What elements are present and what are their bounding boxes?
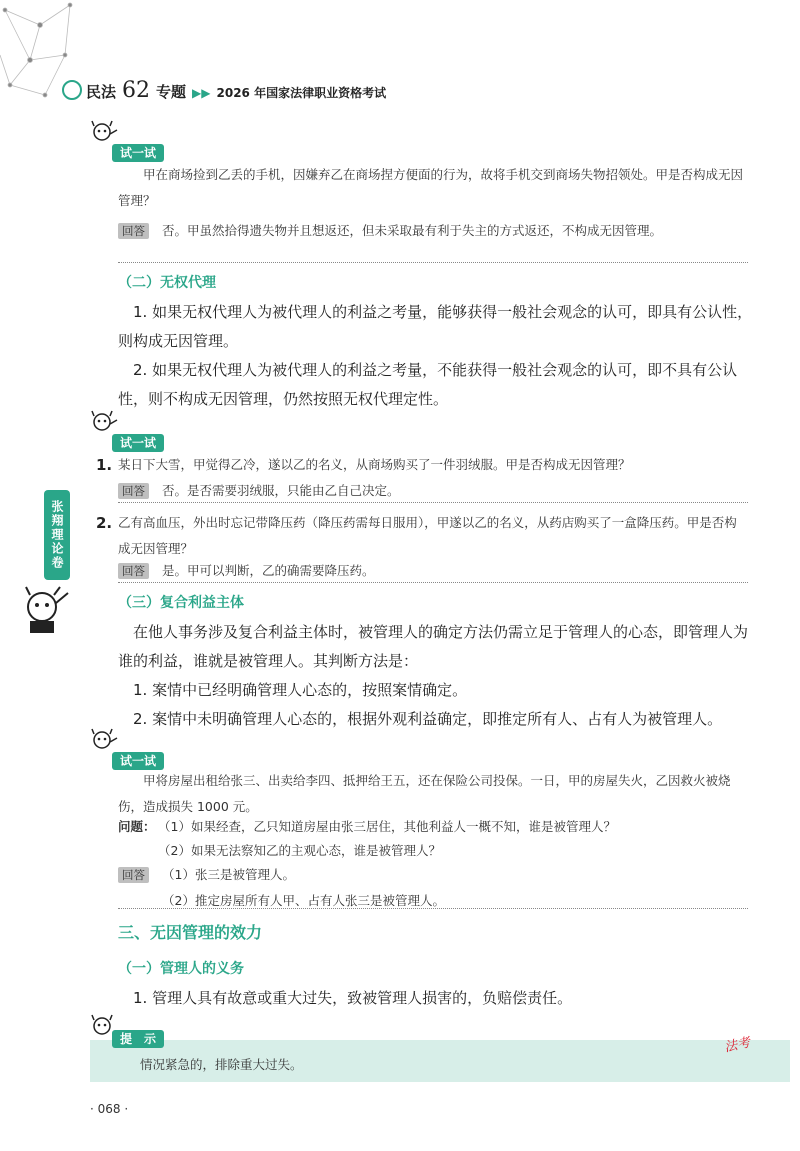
- sub2-item-1: 1. 如果无权代理人为被代理人的利益之考量，能够获得一般社会观念的认可，即具有公认性，则构成无因管理。: [118, 303, 753, 350]
- side-mascot-icon: [18, 585, 70, 637]
- answer-tag: 回答: [118, 563, 149, 579]
- try2-answer-1: 否。是否需要羽绒服，只能由乙自己决定。: [162, 483, 400, 498]
- question-label: 问题：: [118, 819, 156, 834]
- tip-tag: 提 示: [112, 1030, 164, 1048]
- duty-item-1: 1. 管理人具有故意或重大过失，致被管理人损害的，负赔偿责任。: [133, 989, 573, 1007]
- try3-question-1: （1）如果经查，乙只知道房屋由张三居住，其他利益人一概不知，谁是被管理人？: [158, 819, 616, 834]
- try1-answer: 否。甲虽然拾得遗失物并且想返还，但未采取最有利于失主的方式返还，不构成无因管理。: [162, 223, 663, 238]
- subheading-manager-duty: （一）管理人的义务: [118, 961, 244, 977]
- sub3-item-1: 1. 案情中已经明确管理人心态的，按照案情确定。: [133, 681, 468, 699]
- q-number: 2.: [96, 514, 113, 532]
- answer-tag: 回答: [118, 223, 149, 239]
- header-number: 62: [122, 78, 151, 103]
- q-number: 1.: [96, 456, 113, 474]
- header-exam: 2026 年国家法律职业资格考试: [216, 86, 387, 100]
- try3-answer-1: （1）张三是被管理人。: [162, 867, 295, 882]
- book-logo-icon: [62, 80, 82, 100]
- header-book: 民法: [86, 83, 117, 101]
- header-topic: 专题: [156, 83, 187, 101]
- sub2-item-2: 2. 如果无权代理人为被代理人的利益之考量，不能获得一般社会观念的认可，即不具有公认性，则不构成无因管理，仍然按照无权代理定性。: [118, 361, 738, 408]
- try-it-tag: 试一试: [112, 434, 164, 452]
- try2-question-1: 某日下大雪，甲觉得乙冷，遂以乙的名义，从商场购买了一件羽绒服。甲是否构成无因管理？: [118, 457, 631, 472]
- try-it-tag: 试一试: [112, 144, 164, 162]
- page-number: · 068 ·: [90, 1102, 129, 1116]
- try2-answer-2: 是。甲可以判断，乙的确需要降压药。: [162, 563, 375, 578]
- divider: [118, 908, 748, 909]
- tip-text: 情况紧急的，排除重大过失。: [140, 1057, 303, 1072]
- sub3-item-2: 2. 案情中未明确管理人心态的，根据外观利益确定，即推定所有人、占有人为被管理人。: [133, 710, 723, 728]
- running-header: [86, 78, 386, 103]
- divider: [118, 262, 748, 263]
- subheading-compound-interest: （三）复合利益主体: [118, 595, 244, 611]
- try2-answer-2-block: [118, 558, 748, 584]
- sub3-intro: 在他人事务涉及复合利益主体时，被管理人的确定方法仍需立足于管理人的心态，即管理人为谁的利益，谁就是被管理人。其判断方法是：: [118, 623, 749, 670]
- try3-question-2: （2）如果无法察知乙的主观心态，谁是被管理人？: [158, 843, 441, 858]
- answer-tag: 回答: [118, 483, 149, 499]
- try3-answer-block: [118, 862, 748, 914]
- section-heading: 三、无因管理的效力: [118, 923, 263, 942]
- try-it-tag: 试一试: [112, 752, 164, 770]
- try2-answer-1-block: [118, 478, 748, 504]
- try1-question: 甲在商场捡到乙丢的手机，因嫌弃乙在商场捏方便面的行为，故将手机交到商场失物招领处。甲是否构成无因管理？: [118, 167, 744, 208]
- try3-answer-2: （2）推定房屋所有人甲、占有人张三是被管理人。: [162, 893, 445, 908]
- divider: [118, 502, 748, 503]
- side-tab: 张翔理论卷: [44, 490, 70, 580]
- divider: [118, 582, 748, 583]
- stamp: 法考: [723, 1035, 752, 1056]
- answer-tag: 回答: [118, 867, 149, 883]
- try1-answer-block: [118, 218, 748, 244]
- header-arrows-icon: ▶▶: [192, 86, 211, 100]
- subheading-unauthorized-agency: （二）无权代理: [118, 275, 216, 291]
- try2-question-2: 乙有高血压，外出时忘记带降压药（降压药需每日服用），甲遂以乙的名义，从药店购买了一盒降压药。甲是否构成无因管理？: [118, 515, 737, 556]
- try3-case: 甲将房屋出租给张三、出卖给李四、抵押给王五，还在保险公司投保。一日，甲的房屋失火，乙因救火被烧伤，造成损失 1000 元。: [118, 773, 731, 814]
